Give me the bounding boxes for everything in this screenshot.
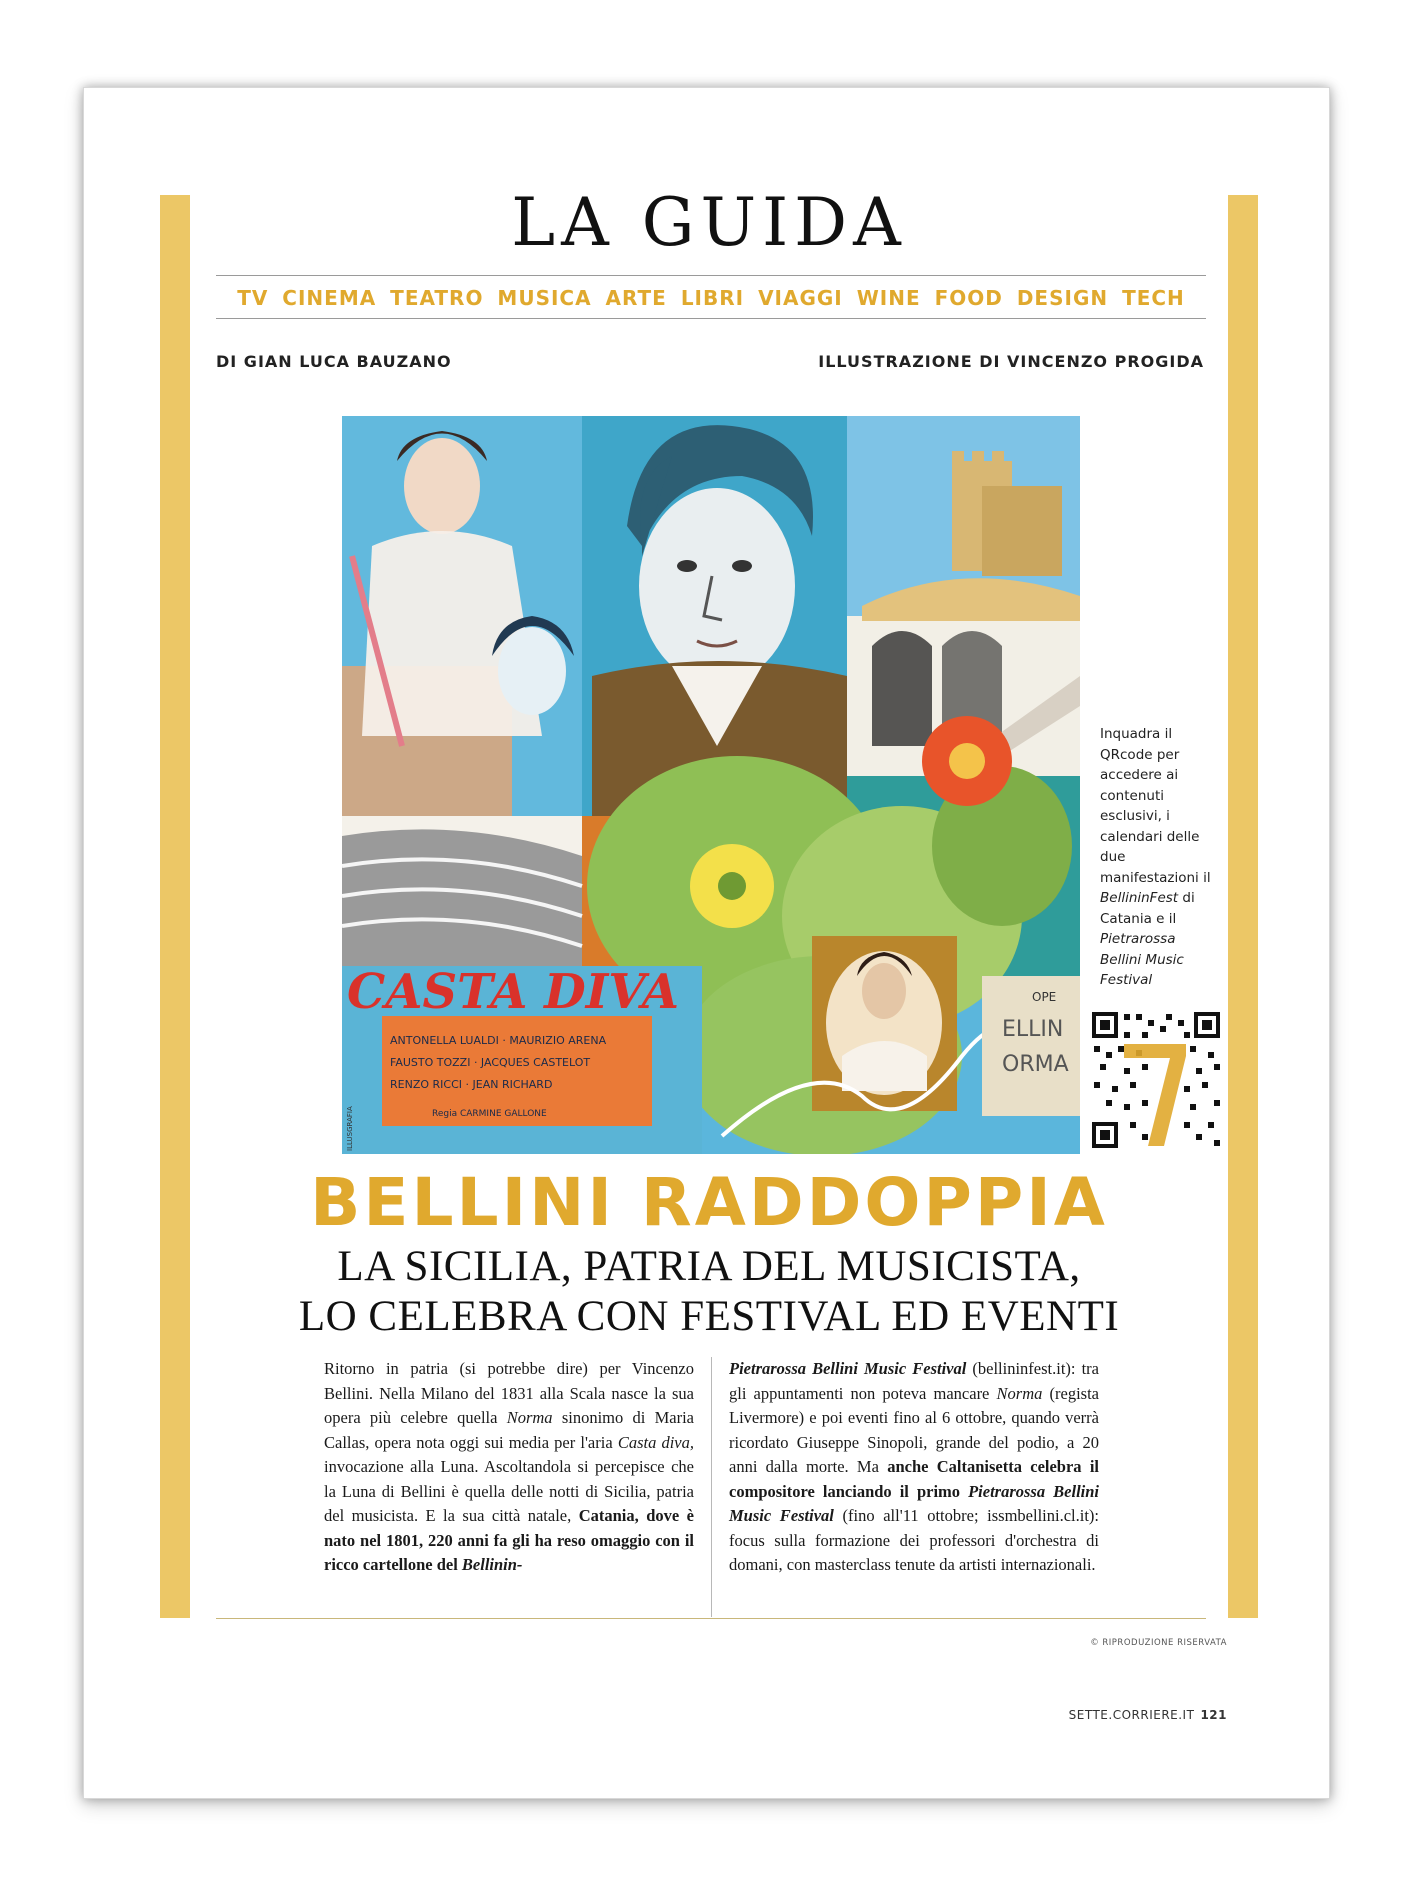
qr-caption-text: Inquadra il QRcode per accedere ai contenuti esclusivi, i calendari delle due manifestazioni il <box>1100 726 1211 886</box>
page-folio <box>1069 1708 1227 1722</box>
folio-page-number: 121 <box>1200 1708 1227 1722</box>
body-text: Ritorno in patria (si potrebbe dire) per Vincenzo Bellini. Nella Milano del 1831 alla Scala nasce la sua opera più celebre quella <box>324 1359 694 1427</box>
body-bold-italic: Pietrarossa Bellini Music Festival <box>729 1481 1099 1525</box>
body-text: (bellininfest.it): tra gli appuntamenti non poteva mancare <box>729 1359 1099 1403</box>
topic-item: TEATRO <box>390 286 484 310</box>
qr-caption-text-2: di Catania e il <box>1100 890 1195 927</box>
right-gold-bar <box>1228 195 1258 1618</box>
poster-sign-mid: ELLIN <box>1002 1017 1064 1042</box>
topic-item: TV <box>237 286 269 310</box>
byline: DI GIAN LUCA BAUZANO <box>216 352 452 371</box>
body-bold-italic: Bellinin- <box>461 1555 523 1574</box>
subhead-line-1: LA SICILIA, PATRIA DEL MUSICISTA, <box>337 1243 1081 1290</box>
section-masthead: LA GUIDA <box>511 184 907 261</box>
illustration-credit: ILLUSTRAZIONE DI VINCENZO PROGIDA <box>818 352 1204 371</box>
poster-director: Regia CARMINE GALLONE <box>432 1109 547 1119</box>
body-bold: Catania, dove è nato nel 1801, 220 anni fa gli ha reso omaggio con il ricco cartellone del <box>324 1506 695 1574</box>
qr-caption-fest-1: BellininFest <box>1100 890 1179 906</box>
article-body <box>324 1357 1100 1617</box>
poster-title: CASTA DIVA <box>347 964 679 1020</box>
body-italic: Norma <box>996 1383 1043 1403</box>
qr-caption <box>1100 724 1218 991</box>
body-bold-italic: Pietrarossa Bellini Music Festival <box>729 1359 967 1378</box>
body-column-1 <box>324 1357 712 1617</box>
side-credit: ILLUSGRAFIA <box>346 1106 354 1151</box>
bottom-rule <box>216 1618 1206 1619</box>
body-bold: anche Caltanisetta celebra il compositore lanciando il primo <box>729 1457 1099 1501</box>
qr-code[interactable] <box>1090 1010 1222 1150</box>
topic-list <box>216 286 1206 310</box>
poster-cast-1: ANTONELLA LUALDI · MAURIZIO ARENA <box>390 1034 607 1047</box>
topic-item: TECH <box>1122 286 1185 310</box>
copyright-note: © RIPRODUZIONE RISERVATA <box>1090 1638 1227 1648</box>
body-text: (regista Livermore) e poi eventi fino al 6 ottobre, quando verrà ricordato Giuseppe Sinopoli, grande del podio, a 20 anni dalla morte. Ma <box>729 1383 1099 1476</box>
topic-item: LIBRI <box>680 286 745 310</box>
topic-item: WINE <box>856 286 921 310</box>
body-text: (fino all'11 ottobre; issmbellini.cl.it): focus sulla formazione dei professori d'orchestra di domani, con masterclass tenute da artisti internazionali. <box>729 1506 1099 1574</box>
poster-cast-3: RENZO RICCI · JEAN RICHARD <box>390 1078 553 1091</box>
body-text: invocazione alla Luna. Ascoltandola si percepisce che la Luna di Bellini è quella delle notti di Sicilia, patria del musicista. E la sua città natale, <box>324 1457 694 1525</box>
masthead-rule-top <box>216 275 1206 276</box>
topic-item: ARTE <box>605 286 667 310</box>
body-italic: Casta diva, <box>617 1432 694 1452</box>
topic-item: DESIGN <box>1016 286 1109 310</box>
article-headline: BELLINI RADDOPPIA <box>310 1164 1108 1241</box>
subhead-line-2: LO CELEBRA CON FESTIVAL ED EVENTI <box>298 1293 1120 1340</box>
article-subheadline <box>190 1242 1228 1342</box>
topic-item: MUSICA <box>497 286 592 310</box>
body-text: sinonimo di Maria Callas, opera nota oggi sui media per l'aria <box>324 1408 695 1452</box>
body-column-2 <box>712 1357 1099 1617</box>
poster-sign-top: OPE <box>1032 990 1057 1004</box>
left-gold-bar <box>160 195 190 1618</box>
topic-item: VIAGGI <box>758 286 843 310</box>
topic-item: CINEMA <box>282 286 377 310</box>
collage-illustration <box>342 416 1080 1154</box>
folio-site: SETTE.CORRIERE.IT <box>1068 1708 1195 1722</box>
qr-caption-fest-2: Pietrarossa Bellini Music Festival <box>1100 931 1184 988</box>
topic-item: FOOD <box>934 286 1003 310</box>
masthead-rule-bottom <box>216 318 1206 319</box>
poster-sign-bottom: ORMA <box>1002 1052 1069 1077</box>
poster-cast-2: FAUSTO TOZZI · JACQUES CASTELOT <box>390 1056 591 1069</box>
body-italic: Norma <box>506 1408 553 1427</box>
